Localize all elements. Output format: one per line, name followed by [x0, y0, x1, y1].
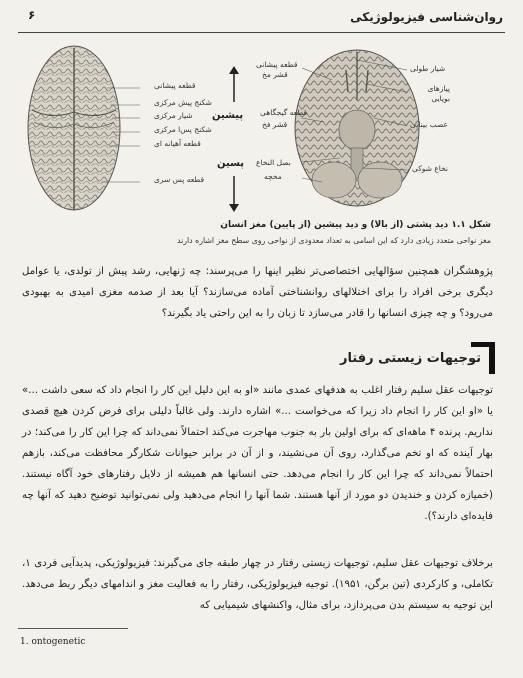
label-anterior: پیشین	[212, 110, 244, 121]
figure-caption-note: مغز نواحی متعدد زیادی دارد که این اسامی به تعداد معدودی از نواحی روی سطح مغز اشاره دارند	[176, 236, 491, 245]
label-medulla: بصل النخاع	[256, 158, 291, 167]
label-cortex-2: قشر فخ	[262, 120, 288, 129]
footnote: 1. ontogenetic	[20, 637, 86, 647]
label-precentral-gyrus: شکنج پیش مرکزی	[154, 98, 212, 107]
header-rule	[18, 32, 505, 33]
direction-arrows	[229, 66, 239, 212]
label-posterior: پسین	[217, 158, 245, 169]
label-olfactory-bulbs: پیازهای بویایی	[427, 84, 450, 103]
label-longitudinal-fissure: شیار طولی	[410, 64, 446, 73]
section-title: توجیهات زیستی رفتار	[339, 351, 481, 366]
label-frontal-lobe: قطعه پیشانی	[154, 81, 196, 90]
label-cerebral-cortex: قشر مخ	[262, 70, 288, 79]
brain-figure	[12, 40, 512, 215]
section-marker-corner	[471, 342, 495, 347]
paragraph-biological-explanations: برخلاف توجیهات عقل سلیم، توجیهات زیستی رفتار در چهار طبقه جای می‌گیرند: فیزیولوژیکی، پدیدآیی فردی ۱، تکاملی، و کارکردی (تین برگن، ۱۹۵۱). توجیه فیزیولوژیکی، رفتار را به فعالیت مغز و اندامهای دیگر ربط می‌دهد. این توجیه به سیستم بدن می‌پردازد، برای مثال، واکنشهای شیمیایی که	[22, 558, 493, 611]
label-frontal-lobe-ventral: قطعه پیشانی	[256, 60, 298, 69]
label-spinal-cord: نخاع شوکی	[411, 164, 448, 173]
paragraph-common-sense: توجیهات عقل سلیم رفتار اغلب به هدفهای عمدی مانند «او به این دلیل این کار را انجام داد که سعی داشت ...» یا «او این کار را انجام داد زیرا که می‌خواست ...» اشاره دارند. ولی غالباً دلیلی برای فرض کردن هیچ قصدی نداریم. پرنده ۴ ماهه‌ای که برای اولین بار به جنوب مهاجرت می‌کند احتمالاً نمی‌داند که چرا این کار را می‌کند؛ در بهار آینده که او تخم می‌گذارد، روی آن می‌نشیند، و از آن در برابر حیوانات شکارگر محافظت می‌کند، بازهم احتمالاً نمی‌داند که چرا این کار را انجام می‌دهد. حتی انسانها هم همیشه از دلایل رفتارهای خود آگاه نیستند. (خمیازه کردن و خندیدن دو مورد از آنها هستند. شما آنها را انجام می‌دهید ولی نمی‌توانید توضیح دهید که آنها چه فایده‌ای دارند؟).	[22, 385, 493, 522]
label-temporal-lobe: قطعه گیجگاهی	[260, 108, 308, 117]
footnote-rule	[18, 628, 128, 629]
section-heading	[305, 342, 495, 374]
label-occipital-lobe: قطعه پس سری	[154, 175, 205, 184]
figure-caption: شکل ۱.۱ دید پشتی (از بالا) و دید پیشین (از پایین) مغز انسان	[220, 220, 491, 230]
dorsal-view	[28, 46, 120, 210]
label-central-sulcus: شیار مرکزی	[154, 111, 193, 120]
label-postcentral-gyrus: شکنج پس‌ا مرکزی	[154, 125, 212, 134]
page-number: ۶	[28, 8, 36, 22]
running-header-title: روان‌شناسی فیزیولوژیکی	[350, 10, 503, 24]
paragraph-intro-questions: پژوهشگران همچنین سؤالهایی اختصاصی‌تر نظیر اینها را می‌پرسند: چه ژنهایی، رشد پیش از تولدی، یا عوامل دیگری برخی افراد را برای اختلالهای روانشناختی آماده می‌سازند؟ آیا بعد از صدمه مغزی امیدی به بهبودی می‌رود؟ و چه چیزی انسانها را قادر می‌سازد تا زبان را به این راحتی یاد بگیرند؟	[22, 266, 493, 319]
ventral-view	[295, 50, 419, 206]
label-cerebellum: مخچه	[264, 172, 282, 181]
label-optic-nerve: عصب بینایی	[410, 120, 448, 129]
label-parietal-lobe: قطعه آهیانه ای	[154, 139, 201, 148]
